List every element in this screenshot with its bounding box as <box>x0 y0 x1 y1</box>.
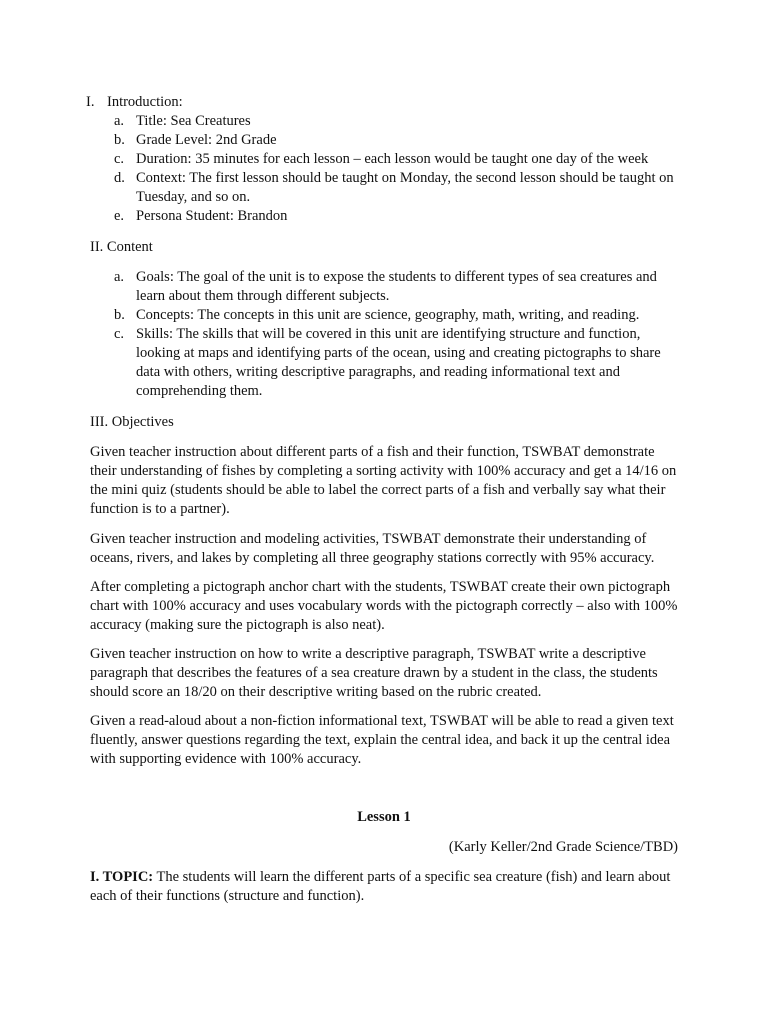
list-item-text: Skills: The skills that will be covered in this unit are identifying structure and function, looking at maps and identifying parts of the ocean, using and creating pictographs to share data with others, writing descriptive paragraphs, and reading informational text and comprehending them. <box>136 326 661 399</box>
list-item-text: Persona Student: Brandon <box>136 208 288 224</box>
list-item <box>114 207 680 226</box>
list-item <box>114 306 680 325</box>
content-heading: II. Content <box>90 239 153 255</box>
list-marker: a. <box>114 269 125 285</box>
list-marker: e. <box>114 208 125 224</box>
list-marker: b. <box>114 132 125 148</box>
section-numeral: I. <box>86 94 95 110</box>
list-marker: d. <box>114 170 125 186</box>
objective-paragraph: Given teacher instruction on how to write a descriptive paragraph, TSWBAT write a descriptive paragraph that describes the features of a sea creature drawn by a student in the class, the students should score an 18/20 on their descriptive writing based on the rubric created. <box>90 646 658 700</box>
list-item-text: Goals: The goal of the unit is to expose the students to different types of sea creatures and learn about them through different subjects. <box>136 269 657 304</box>
section-title: Introduction: <box>107 94 183 110</box>
list-item <box>114 325 680 401</box>
objective-paragraph: Given teacher instruction about different parts of a fish and their function, TSWBAT demonstrate their understanding of fishes by completing a sorting activity with 100% accuracy and get a 14/16 on the mini quiz (students should be able to label the correct parts of a fish and verbally say what their function is to a partner). <box>90 444 677 517</box>
list-item-text: Concepts: The concepts in this unit are science, geography, math, writing, and reading. <box>136 307 640 323</box>
list-item <box>114 150 680 169</box>
list-item <box>114 131 680 150</box>
topic-label: I. TOPIC: <box>90 869 154 885</box>
list-item-text: Title: Sea Creatures <box>136 113 251 129</box>
objective-paragraph: Given teacher instruction and modeling activities, TSWBAT demonstrate their understanding of oceans, rivers, and lakes by completing all three geography stations correctly with 95% accuracy. <box>90 531 655 566</box>
content-list <box>114 268 680 401</box>
introduction-list <box>114 112 680 226</box>
list-marker: c. <box>114 326 125 342</box>
list-item <box>114 112 680 131</box>
lesson-title: Lesson 1 <box>357 809 411 825</box>
objective-paragraph: Given a read-aloud about a non-fiction informational text, TSWBAT will be able to read a given text fluently, answer questions regarding the text, explain the central idea, and back it up the central idea with supporting evidence with 100% accuracy. <box>90 713 674 767</box>
list-item-text: Duration: 35 minutes for each lesson – each lesson would be taught one day of the week <box>136 151 649 167</box>
introduction-heading <box>86 93 183 112</box>
objectives-heading: III. Objectives <box>90 414 174 430</box>
topic-paragraph <box>90 868 684 906</box>
list-item <box>114 169 680 207</box>
topic-text: The students will learn the different parts of a specific sea creature (fish) and learn about each of their functions (structure and function). <box>90 869 671 904</box>
objective-paragraph: After completing a pictograph anchor chart with the students, TSWBAT create their own pictograph chart with 100% accuracy and uses vocabulary words with the pictograph correctly – also with 100% accuracy (making sure the pictograph is also neat). <box>90 579 678 633</box>
list-marker: a. <box>114 113 125 129</box>
list-item-text: Context: The first lesson should be taught on Monday, the second lesson should be taught on Tuesday, and so on. <box>136 170 674 205</box>
lesson-byline: (Karly Keller/2nd Grade Science/TBD) <box>448 839 678 855</box>
list-marker: c. <box>114 151 125 167</box>
list-marker: b. <box>114 307 125 323</box>
list-item-text: Grade Level: 2nd Grade <box>136 132 277 148</box>
list-item <box>114 268 680 306</box>
